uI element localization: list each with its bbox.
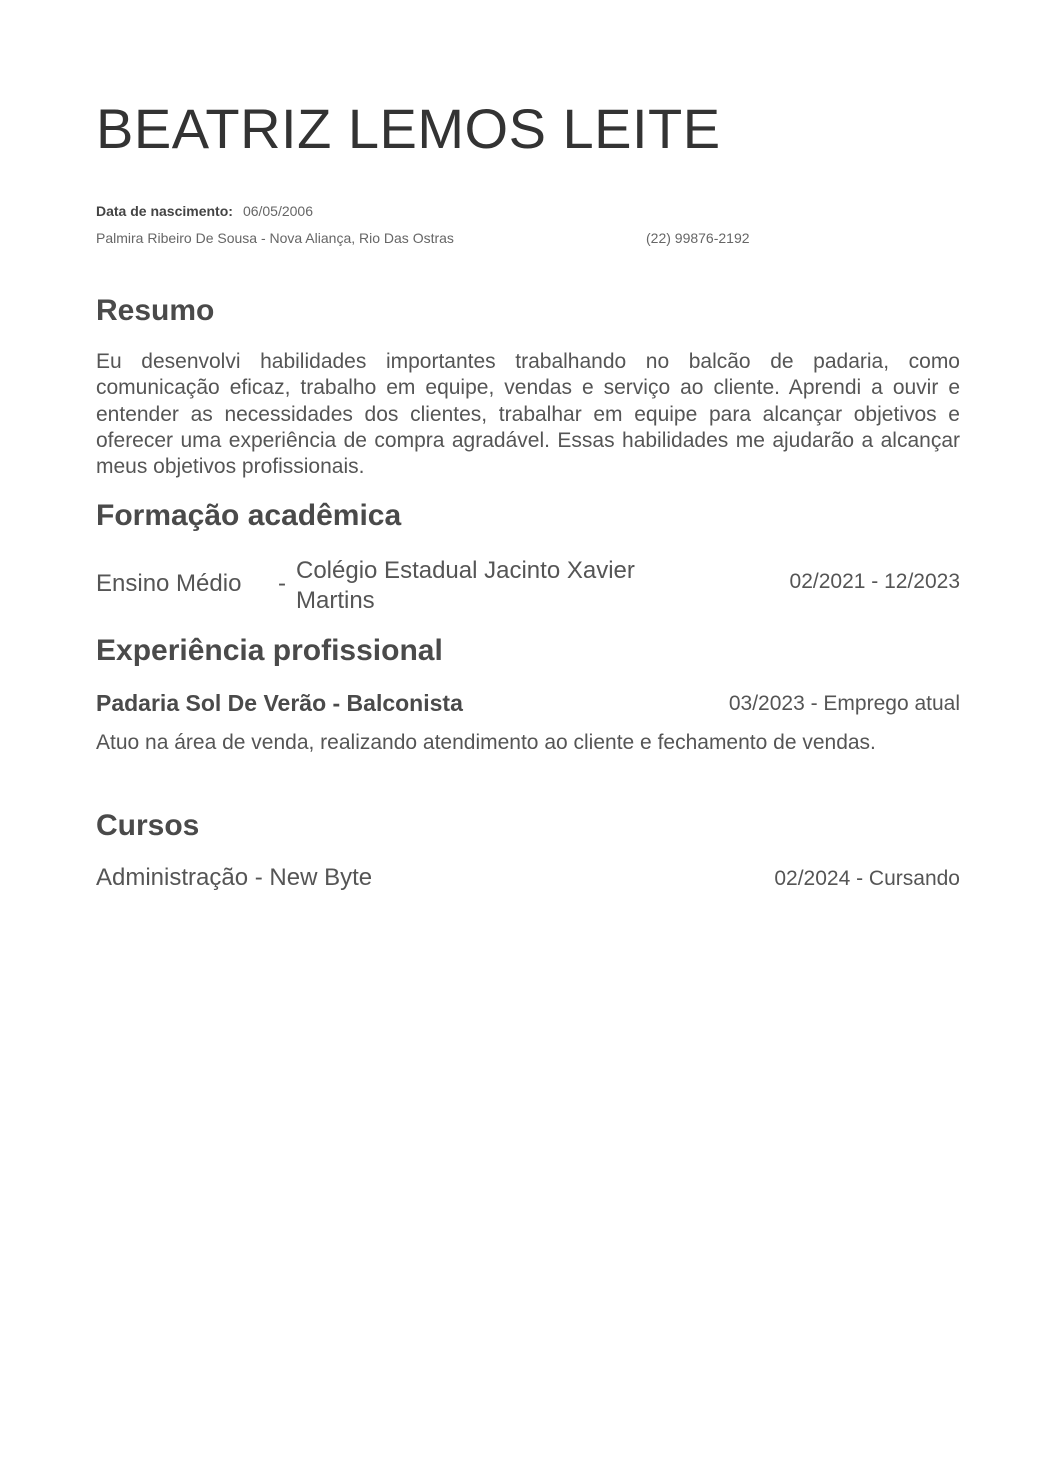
candidate-name: BEATRIZ LEMOS LEITE xyxy=(96,97,721,160)
courses-title: Cursos xyxy=(96,809,200,842)
summary-title: Resumo xyxy=(96,294,215,327)
birth-date-label: Data de nascimento: xyxy=(96,203,233,219)
course-name: Administração - New Byte xyxy=(96,864,373,891)
job-dates: 03/2023 - Emprego atual xyxy=(728,692,960,715)
education-separator: - xyxy=(278,570,286,597)
education-level: Ensino Médio xyxy=(96,570,242,597)
birth-date-line xyxy=(96,203,313,219)
education-dates: 02/2021 - 12/2023 xyxy=(789,570,960,593)
birth-date-value: 06/05/2006 xyxy=(242,203,314,219)
contact-line xyxy=(96,230,750,246)
course-entry xyxy=(96,864,960,896)
education-entry xyxy=(96,556,960,616)
education-title: Formação acadêmica xyxy=(96,499,402,532)
education-school: Colégio Estadual Jacinto Xavier Martins xyxy=(296,557,635,614)
job-title: Padaria Sol De Verão - Balconista xyxy=(96,690,463,716)
course-dates: 02/2024 - Cursando xyxy=(774,867,960,890)
phone-number: (22) 99876-2192 xyxy=(646,230,750,246)
job-description: Atuo na área de venda, realizando atendimento ao cliente e fechamento de vendas. xyxy=(96,731,876,754)
experience-title: Experiência profissional xyxy=(96,634,443,667)
experience-entry xyxy=(96,690,960,720)
summary-text: Eu desenvolvi habilidades importantes trabalhando no balcão de padaria, como comunicação eficaz, trabalho em equipe, vendas e serviço ao cliente. Aprendi a ouvir e entender as necessidades dos clientes, trabalhar em equipe para alcançar objetivos e oferecer uma experiência de compra agradável. Essas habilidades me ajudarão a alcançar meus objetivos profissionais. xyxy=(96,350,960,479)
address: Palmira Ribeiro De Sousa - Nova Aliança, Rio Das Ostras xyxy=(96,230,454,246)
